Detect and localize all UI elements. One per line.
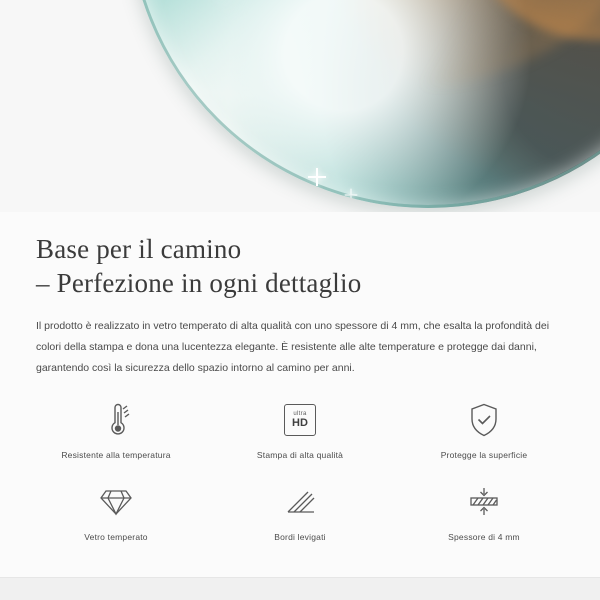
round-glass-board-image (128, 0, 600, 208)
ultra-hd-badge-bottom: HD (292, 417, 308, 429)
shield-check-icon (461, 398, 507, 442)
ultra-hd-badge-top: ultra (293, 411, 307, 417)
feature-grid (24, 398, 576, 548)
ultra-hd-icon (277, 398, 323, 442)
polished-edges-icon (277, 480, 323, 524)
product-description: Il prodotto è realizzato in vetro temperato di alta qualità con uno spessore di 4 mm, che esalta la profondità dei colori della stampa e dona una lucentezza elegante. È resistente alle alte temperature e protegge dai danni, garantendo così la sicurezza dello spazio intorno al camino per anni. (36, 320, 550, 374)
feature-label: Spessore di 4 mm (448, 532, 520, 542)
hero-image (0, 0, 600, 212)
feature-label: Resistente alla temperatura (61, 450, 171, 460)
feature-label: Bordi levigati (274, 532, 326, 542)
headline-line-1: Base per il camino (36, 234, 242, 264)
thickness-arrows-icon (461, 480, 507, 524)
headline-line-2: – Perfezione in ogni dettaglio (36, 268, 362, 298)
feature-label: Stampa di alta qualità (256, 450, 344, 460)
thermometer-icon (93, 398, 139, 442)
diamond-icon (93, 480, 139, 524)
glass-edge (128, 0, 600, 208)
page-title (36, 232, 566, 300)
bottom-strip (0, 577, 600, 600)
feature-item (208, 480, 392, 548)
feature-item (392, 480, 576, 548)
feature-item (392, 398, 576, 466)
feature-item (24, 398, 208, 466)
feature-item (208, 398, 392, 466)
feature-label: Protegge la superficie (440, 450, 528, 460)
feature-label: Vetro temperato (84, 532, 148, 542)
feature-item (24, 480, 208, 548)
